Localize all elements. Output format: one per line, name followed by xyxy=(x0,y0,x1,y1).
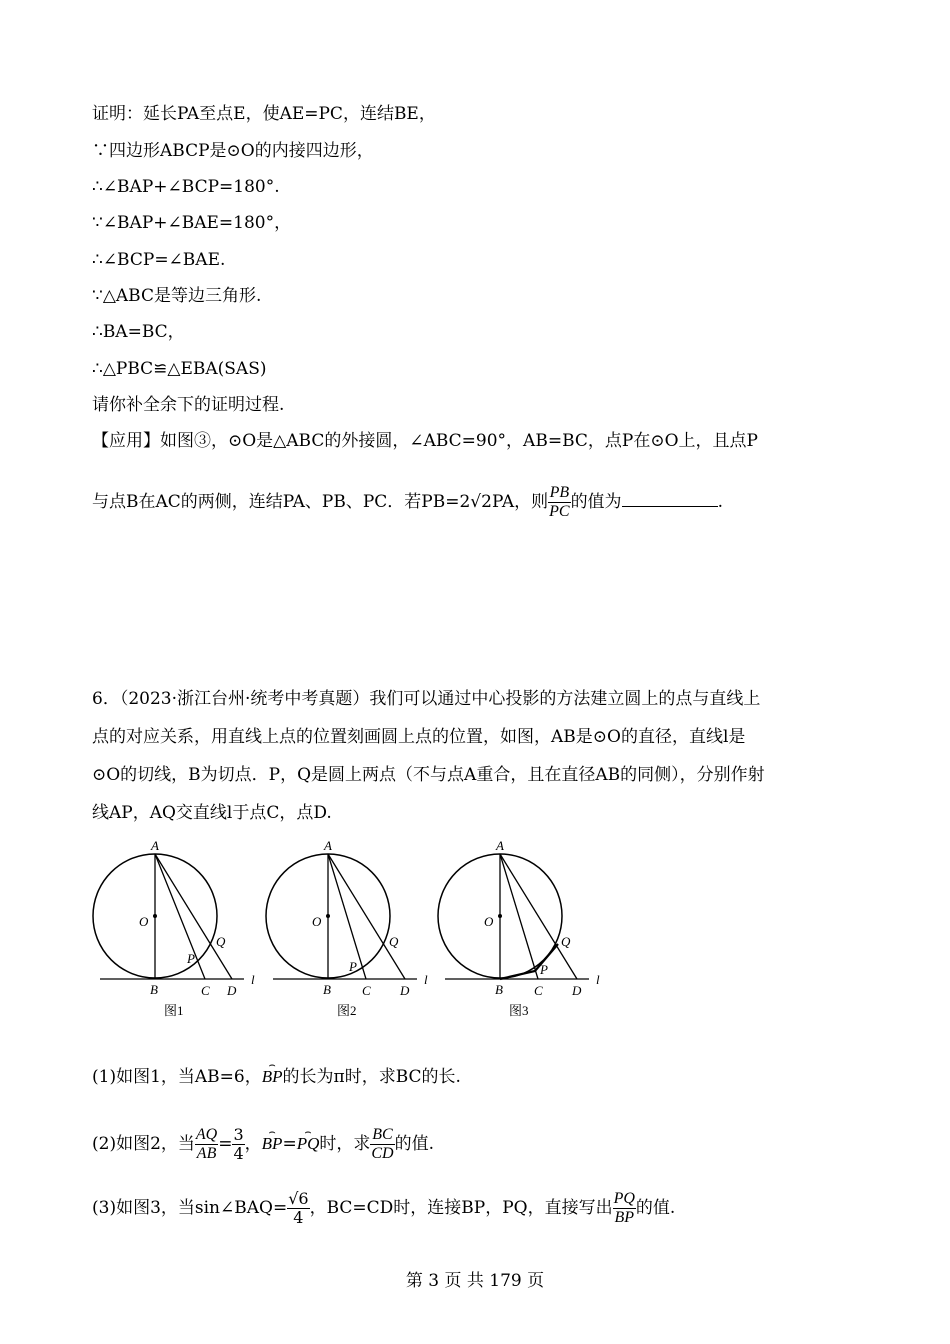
proof-line-6: ∵△ABC是等边三角形. xyxy=(92,286,262,306)
frac-pq-bp xyxy=(613,1190,636,1227)
fraction-denominator: PC xyxy=(549,503,570,520)
figure-3-diagram xyxy=(437,838,612,1023)
label-a: A xyxy=(496,838,504,853)
label-c: C xyxy=(201,983,210,998)
frac-sqrt6-4 xyxy=(287,1190,309,1227)
center-dot xyxy=(498,914,502,918)
center-dot xyxy=(326,914,330,918)
figure-1-caption: 图1 xyxy=(164,1003,184,1018)
q6-line-1: 6．（2023·浙江台州·统考中考真题）我们可以通过中心投影的方法建立圆上的点与直线上 xyxy=(92,689,761,709)
application-line-2-prefix: 与点B在AC的两侧，连结PA、PB、PC．若PB=2√2PA，则 xyxy=(92,492,549,512)
equals: = xyxy=(218,1134,233,1154)
label-d: D xyxy=(227,983,237,998)
ray-ad xyxy=(500,854,577,979)
ray-ac xyxy=(500,854,538,979)
frac-den: 4 xyxy=(233,1144,244,1163)
proof-line-7: ∴BA=BC， xyxy=(92,322,185,342)
frac-den: AB xyxy=(196,1145,217,1162)
proof-line-1: 证明：延长PA至点E，使AE=PC，连结BE， xyxy=(92,104,436,124)
figure-3 xyxy=(437,838,612,1027)
label-l: l xyxy=(251,972,255,987)
q6-line-4: 线AP，AQ交直线l于点C，点D. xyxy=(92,803,332,823)
q6-line-3: ⊙O的切线，B为切点．P，Q是圆上两点（不与点A重合，且在直径AB的同侧），分别作射 xyxy=(92,765,765,785)
ray-ad xyxy=(328,854,405,979)
application-fraction xyxy=(548,484,570,521)
center-dot xyxy=(153,914,157,918)
label-p: P xyxy=(540,962,548,977)
subq-2 xyxy=(92,1126,434,1163)
figure-2-caption: 图2 xyxy=(337,1003,357,1018)
label-o: O xyxy=(484,914,494,929)
proof-line-2: ∵四边形ABCP是⊙O的内接四边形， xyxy=(92,141,374,161)
label-o: O xyxy=(139,914,149,929)
label-p: P xyxy=(187,951,195,966)
subq-2-text-a: (2)如图2，当 xyxy=(92,1134,195,1154)
subq-2-text-c: 时，求 xyxy=(319,1134,371,1154)
figure-1 xyxy=(92,838,267,1027)
comma: ， xyxy=(244,1134,262,1154)
label-l: l xyxy=(424,972,428,987)
label-d: D xyxy=(400,983,410,998)
frac-den: BP xyxy=(614,1209,635,1226)
figure-3-caption: 图3 xyxy=(509,1003,529,1018)
proof-line-8: ∴△PBC≌△EBA(SAS) xyxy=(92,359,267,379)
arc-bp: ⌢ BP xyxy=(262,1066,283,1088)
frac-den: 4 xyxy=(293,1208,304,1227)
frac-bc-cd xyxy=(370,1126,394,1163)
label-b: B xyxy=(323,982,331,997)
ray-ac xyxy=(328,854,366,979)
label-q: Q xyxy=(561,934,571,949)
ray-ac xyxy=(155,854,205,979)
label-d: D xyxy=(572,983,582,998)
frac-num: 3 xyxy=(233,1125,244,1144)
frac-aq-ab xyxy=(195,1126,218,1163)
label-o: O xyxy=(312,914,322,929)
application-line-2-end: . xyxy=(717,492,723,512)
label-q: Q xyxy=(389,934,399,949)
frac-num: √6 xyxy=(288,1189,309,1208)
label-b: B xyxy=(150,982,158,997)
label-c: C xyxy=(534,983,543,998)
label-q: Q xyxy=(216,934,226,949)
proof-line-4: ∵∠BAP+∠BAE=180°， xyxy=(92,213,292,233)
application-line-2-suffix: 的值为 xyxy=(570,492,622,512)
subq-3-text-c: 的值. xyxy=(635,1198,676,1218)
subq-1-text-a: (1)如图1，当AB=6， xyxy=(92,1067,262,1087)
subq-2-text-d: 的值. xyxy=(394,1134,435,1154)
proof-line-5: ∴∠BCP=∠BAE. xyxy=(92,250,226,270)
arc-pq: ⌢ PQ xyxy=(297,1133,320,1155)
application-line-2 xyxy=(92,484,723,521)
proof-line-9: 请你补全余下的证明过程. xyxy=(92,395,285,415)
proof-line-3: ∴∠BAP+∠BCP=180°. xyxy=(92,177,280,197)
subq-1-text-b: 的长为π时，求BC的长. xyxy=(282,1067,461,1087)
q6-line-2: 点的对应关系，用直线上点的位置刻画圆上点的位置，如图，AB是⊙O的直径，直线l是 xyxy=(92,727,746,747)
frac-num: PQ xyxy=(613,1190,635,1207)
figure-1-diagram xyxy=(92,838,267,1023)
subq-3 xyxy=(92,1190,675,1227)
label-p: P xyxy=(349,959,357,974)
label-b: B xyxy=(495,982,503,997)
page-footer: 第 3 页 共 179 页 xyxy=(405,1271,545,1291)
answer-blank[interactable] xyxy=(622,490,718,507)
subq-1 xyxy=(92,1066,461,1088)
subq-3-text-a: (3)如图3，当sin∠BAQ= xyxy=(92,1198,288,1218)
frac-num: BC xyxy=(372,1126,393,1143)
label-c: C xyxy=(362,983,371,998)
label-a: A xyxy=(151,838,159,853)
label-a: A xyxy=(324,838,332,853)
arc-bp: ⌢ BP xyxy=(262,1133,283,1155)
figure-2-diagram xyxy=(265,838,440,1023)
figure-2 xyxy=(265,838,440,1027)
subq-3-text-b: ，BC=CD时，连接BP，PQ，直接写出 xyxy=(309,1198,613,1218)
fraction-numerator: PB xyxy=(549,484,570,501)
frac-3-4 xyxy=(232,1126,244,1163)
application-line-1: 【应用】如图③，⊙O是△ABC的外接圆，∠ABC=90°，AB=BC，点P在⊙O上，且点P xyxy=(92,431,758,451)
label-l: l xyxy=(596,972,600,987)
frac-den: CD xyxy=(371,1145,394,1162)
equals: = xyxy=(282,1134,297,1154)
frac-num: AQ xyxy=(195,1126,218,1143)
